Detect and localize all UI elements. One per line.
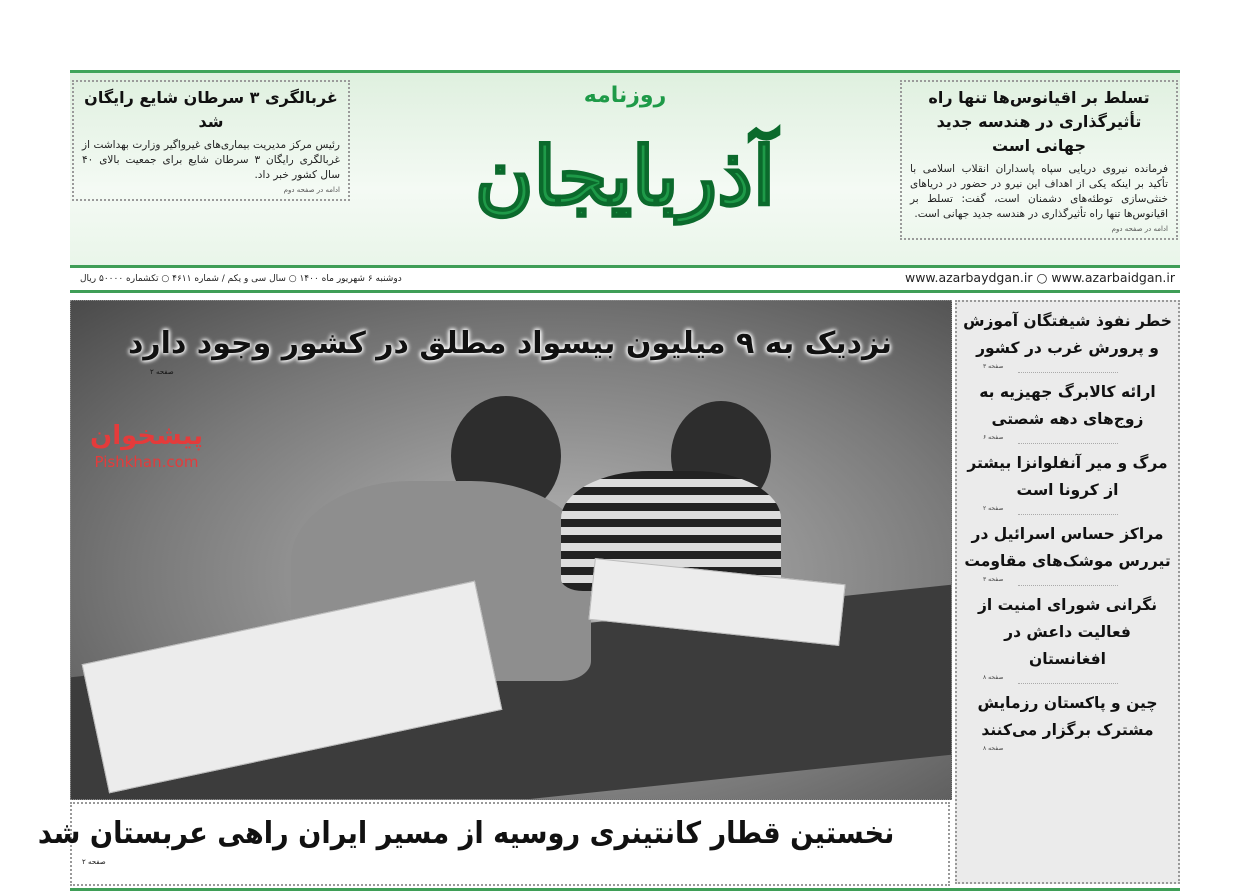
story-body: رئیس مرکز مدیریت بیماری‌های غیرواگیر وزارت بهداشت از غربالگری رایگان ۳ سرطان شایع برای جمعیت بالای ۴۰ سال کشور خبر داد.: [82, 139, 340, 181]
story-headline: غربالگری ۳ سرطان شایع رایگان شد: [84, 88, 338, 131]
bottom-headline-text: نخستین قطار کانتینری روسیه از مسیر ایران راهی عربستان شد: [37, 816, 895, 851]
sidebar-title: مرگ و میر آنفلوانزا بیشتر از کرونا است: [967, 454, 1168, 499]
watermark-en: Pishkhan.com: [94, 453, 199, 471]
dateline: دوشنبه ۶ شهریور ماه ۱۴۰۰ ○ سال سی و یکم / شماره ۴۶۱۱ ○ تکشماره ۵۰۰۰۰ ریال: [80, 274, 402, 284]
story-body: فرمانده نیروی دریایی سپاه پاسداران انقلاب اسلامی با تأکید بر اینکه یکی از اهداف این نیرو در حضور در دریاهای خنثی‌سازی توطئه‌های دشمنان است، گفت: تسلط بر اقیانوس‌ها تنها راه تأثیرگذاری در هندسه جدید جهانی است.: [910, 163, 1168, 220]
watermark-fa: پیشخوان: [90, 421, 203, 451]
sidebar-item[interactable]: [957, 308, 1178, 374]
sidebar-headlines: [955, 300, 1180, 884]
main-headline-text: نزدیک به ۹ میلیون بیسواد مطلق در کشور وجود دارد: [128, 326, 892, 361]
logo-subtitle: روزنامه: [583, 83, 667, 108]
page-ref: صفحه ۳: [983, 363, 1004, 370]
page-ref: صفحه ۸: [983, 674, 1004, 681]
divider: [70, 888, 1180, 891]
page-ref: صفحه ۸: [983, 745, 1004, 752]
page-ref: صفحه ۳: [983, 576, 1004, 583]
watermark: [90, 420, 203, 472]
page-ref: صفحه ۲: [983, 505, 1004, 512]
separator: [1018, 585, 1118, 587]
sidebar-title: چین و پاکستان رزمایش مشترک برگزار می‌کنند: [977, 694, 1158, 739]
separator: [1018, 683, 1118, 685]
page-ref: صفحه ۲: [150, 368, 174, 376]
websites: www.azarbaydgan.ir ○ www.azarbaidgan.ir: [904, 270, 1175, 285]
newspaper-logo: [355, 75, 895, 263]
separator: [1018, 443, 1118, 445]
continued-note: ادامه در صفحه دوم: [1111, 225, 1168, 233]
logo-name: آذربایجان: [474, 129, 776, 223]
top-left-story[interactable]: [72, 80, 350, 201]
sidebar-title: مراکز حساس اسرائیل در تیررس موشک‌های مقاومت: [964, 525, 1171, 570]
sidebar-item[interactable]: [957, 592, 1178, 685]
separator: [1018, 372, 1118, 374]
top-right-story[interactable]: [900, 80, 1178, 240]
sidebar-item[interactable]: [957, 450, 1178, 516]
continued-note: ادامه در صفحه دوم: [283, 186, 340, 194]
page-ref: صفحه ۲: [82, 858, 106, 866]
main-headline[interactable]: [80, 322, 940, 366]
bottom-headline[interactable]: [37, 812, 938, 856]
separator: [1018, 514, 1118, 516]
sidebar-item[interactable]: [957, 379, 1178, 445]
sidebar-title: ارائه کالابرگ جهیزیه به زوج‌های دهه شصتی: [979, 383, 1156, 428]
sidebar-item[interactable]: [957, 521, 1178, 587]
page-ref: صفحه ۶: [983, 434, 1004, 441]
story-headline: تسلط بر اقیانوس‌ها تنها راه تأثیرگذاری در هندسه جدید جهانی است: [928, 88, 1150, 155]
divider: [70, 265, 1180, 268]
sidebar-title: نگرانی شورای امنیت از فعالیت داعش در افغانستان: [977, 596, 1158, 668]
sidebar-title: خطر نفوذ شیفتگان آموزش و پرورش غرب در کشور: [963, 312, 1172, 357]
main-story: [80, 322, 940, 378]
bottom-story-box: [37, 802, 950, 886]
divider: [70, 290, 1180, 293]
sidebar-item[interactable]: [957, 690, 1178, 753]
